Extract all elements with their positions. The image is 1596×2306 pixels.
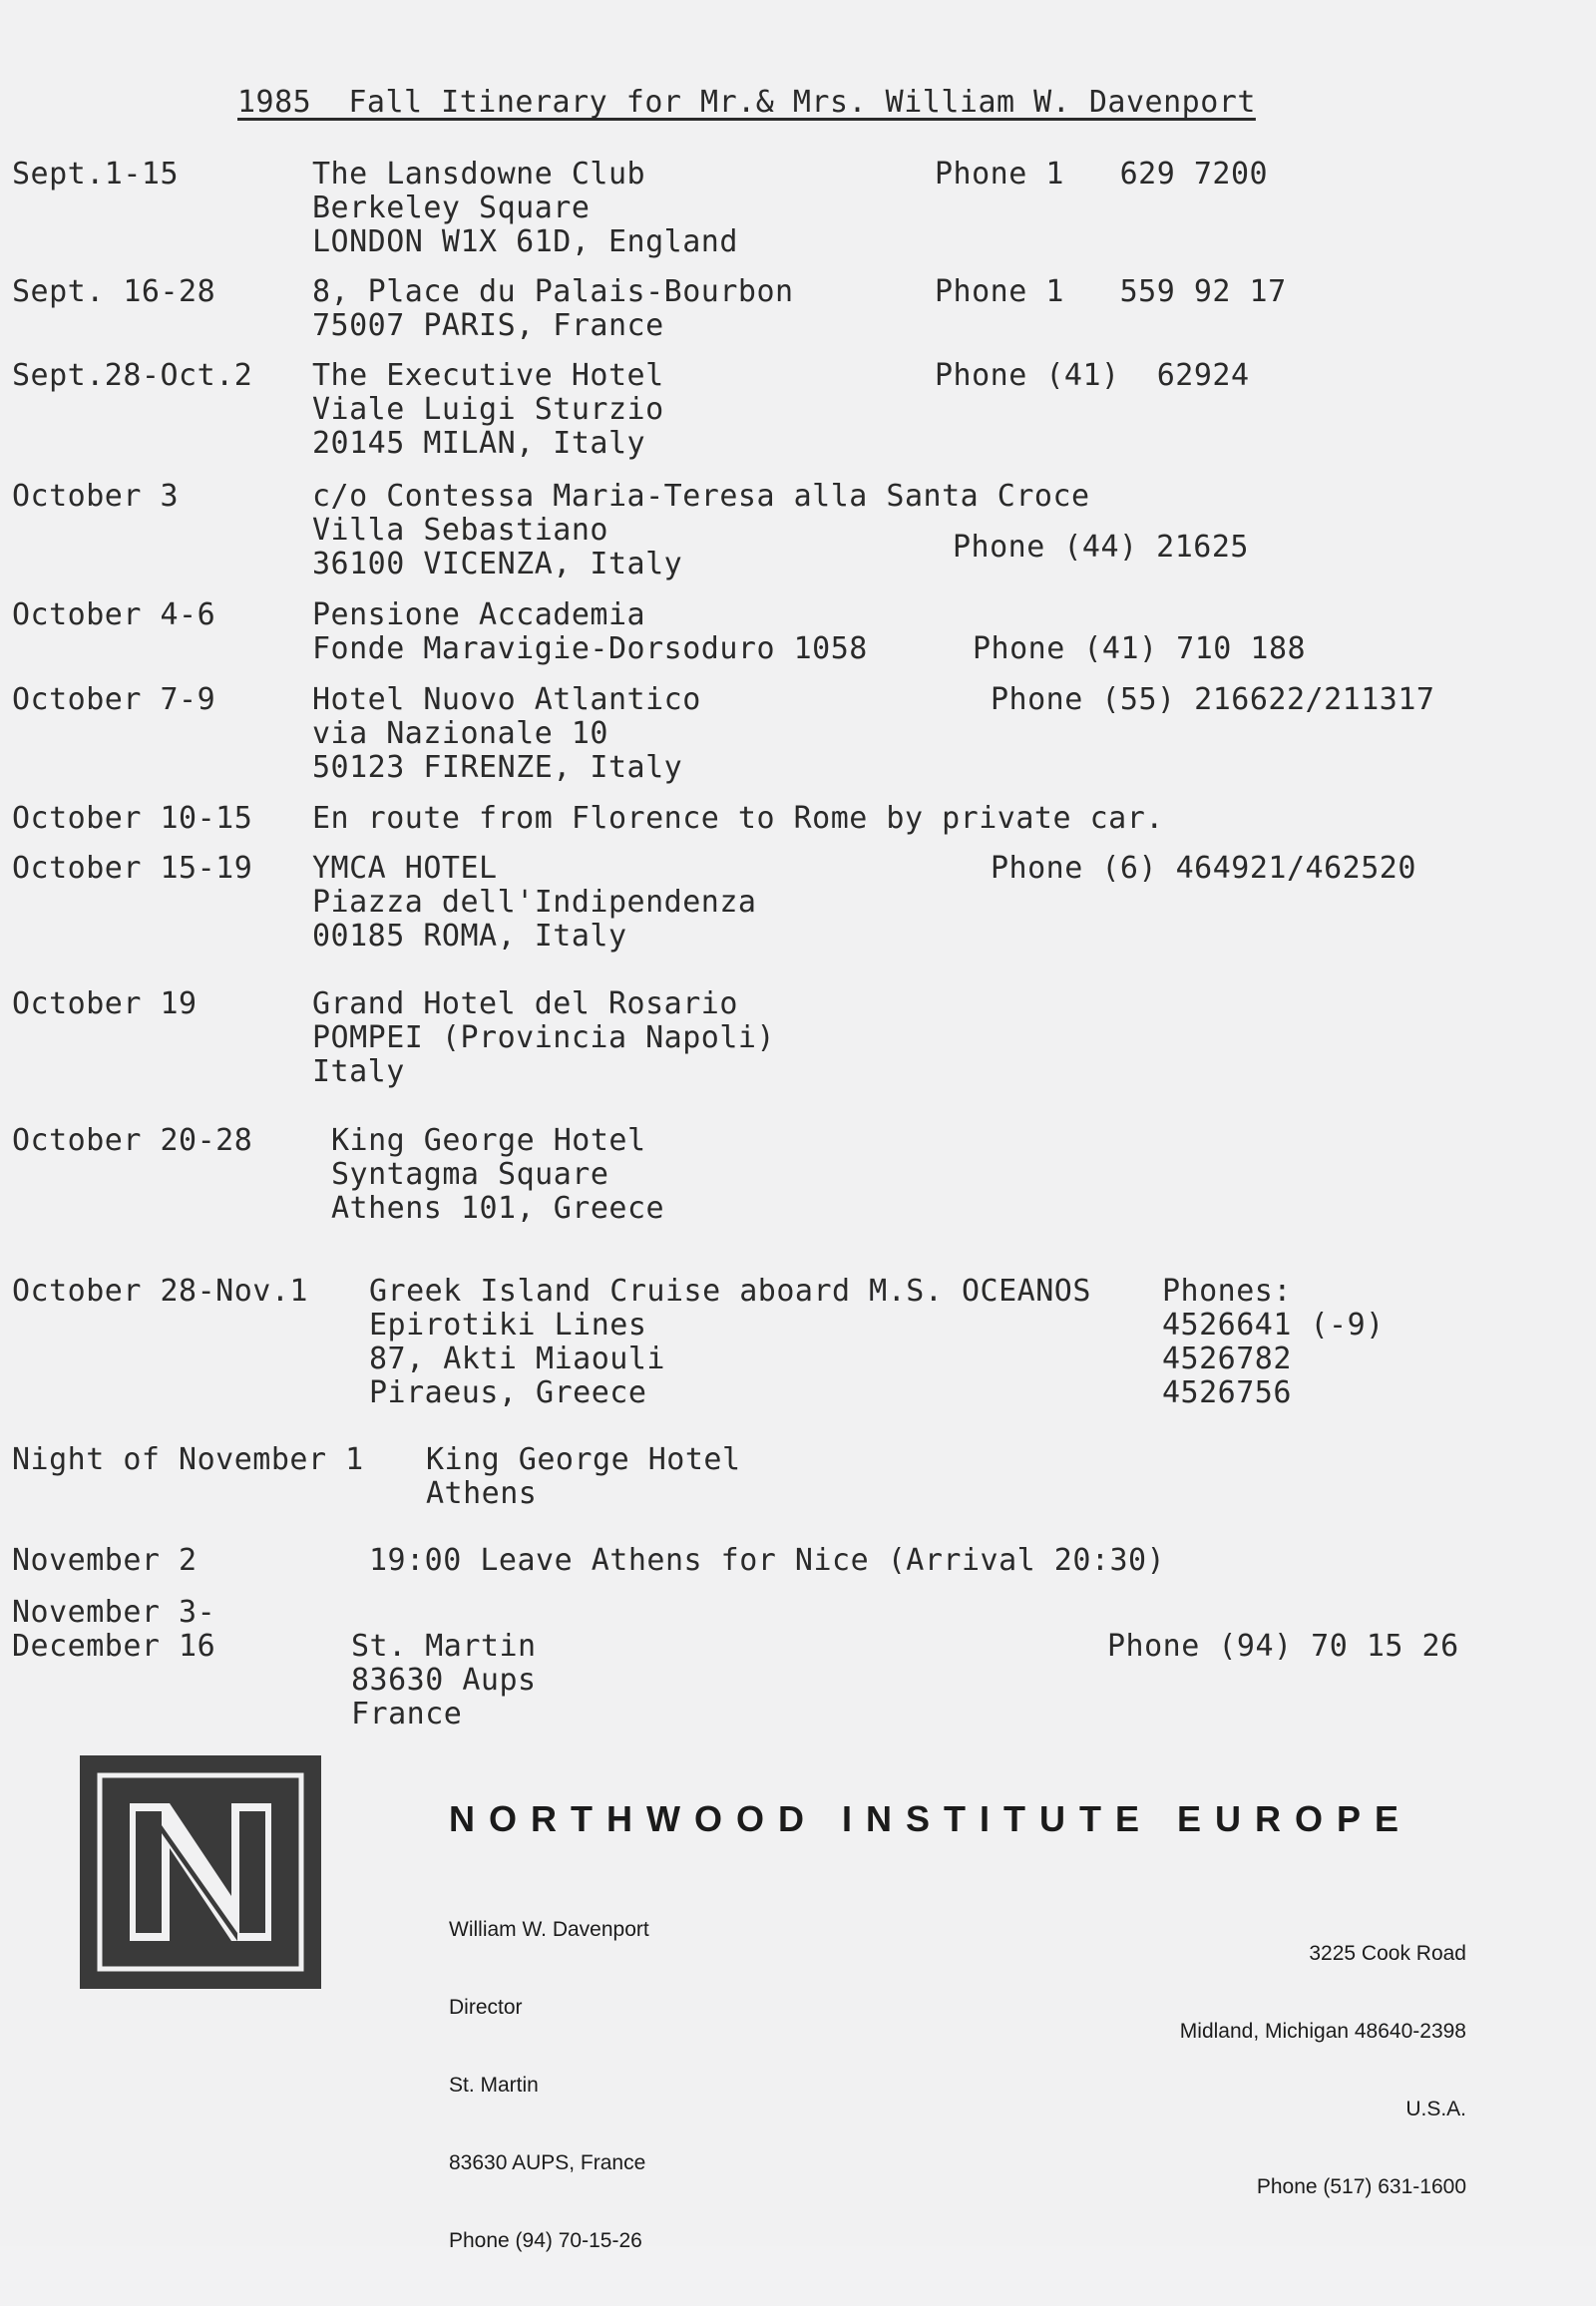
entry-address-line: 36100 VICENZA, Italy [312,547,683,581]
entry-address-line: 50123 FIRENZE, Italy [312,750,683,785]
entry-phone: Phone 1 559 92 17 [935,274,1287,309]
entry-address-line: c/o Contessa Maria-Teresa alla Santa Croce [312,479,1090,514]
entry-date: December 16 [12,1629,216,1664]
footer-left-line: 83630 AUPS, France [449,2151,646,2174]
entry-date: October 28-Nov.1 [12,1274,308,1309]
entry-address-line: 75007 PARIS, France [312,308,664,343]
entry-phone: 4526641 (-9) [1162,1308,1385,1343]
entry-address-line: King George Hotel [331,1123,646,1158]
entry-address-line: France [351,1697,463,1731]
entry-address-line: Villa Sebastiano [312,513,608,548]
footer-left-line: Phone (94) 70-15-26 [449,2229,642,2252]
entry-date: Sept.28-Oct.2 [12,358,253,393]
entry-address-line: 00185 ROMA, Italy [312,919,627,954]
entry-date: Night of November 1 [12,1442,364,1477]
entry-date: October 15-19 [12,851,253,886]
entry-address-line: Italy [312,1054,405,1089]
entry-address-line: Athens 101, Greece [331,1191,665,1226]
entry-date: Sept.1-15 [12,157,180,192]
entry-address-line: Greek Island Cruise aboard M.S. OCEANOS [369,1274,1091,1309]
entry-date: October 7-9 [12,682,216,717]
footer-left-line: Director [449,1996,523,2019]
entry-phone: Phone (6) 464921/462520 [991,851,1416,886]
entry-address-line: 87, Akti Miaouli [369,1342,665,1376]
footer-right-line: U.S.A. [1405,2098,1466,2120]
entry-address-line: Epirotiki Lines [369,1308,647,1343]
entry-address-line: Athens [426,1476,538,1511]
entry-date: October 3 [12,479,180,514]
entry-date: Sept. 16-28 [12,274,216,309]
entry-address-line: En route from Florence to Rome by private car. [312,801,1164,836]
org-name: NORTHWOOD INSTITUTE EUROPE [449,1798,1412,1839]
footer-right-contact [1047,1889,1466,2252]
entry-phone: Phone (55) 216622/211317 [991,682,1435,717]
page-title: 1985 Fall Itinerary for Mr.& Mrs. William W. Davenport [237,85,1256,120]
entry-phone: Phone (41) 710 188 [973,631,1307,666]
footer-right-line: Midland, Michigan 48640-2398 [1179,2020,1466,2043]
entry-address-line: Piazza dell'Indipendenza [312,885,757,920]
entry-phone: Phone 1 629 7200 [935,157,1269,192]
entry-phone: Phone (94) 70 15 26 [1107,1629,1459,1664]
entry-phone: 4526756 [1162,1375,1292,1410]
entry-address-line: Pensione Accademia [312,597,646,632]
entry-date: October 10-15 [12,801,253,836]
entry-address-line: 19:00 Leave Athens for Nice (Arrival 20:30) [369,1543,1166,1578]
footer-right-line: 3225 Cook Road [1309,1942,1466,1965]
entry-address-line: via Nazionale 10 [312,716,608,751]
entry-address-line: 20145 MILAN, Italy [312,426,646,461]
entry-address-line: The Lansdowne Club [312,157,646,192]
entry-address-line: Hotel Nuovo Atlantico [312,682,701,717]
entry-address-line: 83630 Aups [351,1663,537,1698]
entry-date: October 4-6 [12,597,216,632]
footer-right-line: Phone (517) 631-1600 [1256,2175,1466,2198]
entry-address-line: Viale Luigi Sturzio [312,392,664,427]
entry-phone: Phone (44) 21625 [953,530,1249,565]
entry-date: October 20-28 [12,1123,253,1158]
footer-left-line: William W. Davenport [449,1918,649,1941]
entry-address-line: Fonde Maravigie-Dorsoduro 1058 [312,631,868,666]
entry-date: November 2 [12,1543,198,1578]
entry-date: November 3- [12,1595,216,1630]
entry-address-line: St. Martin [351,1629,537,1664]
northwood-logo-icon [80,1755,321,1989]
entry-address-line: POMPEI (Provincia Napoli) [312,1020,776,1055]
entry-address-line: Berkeley Square [312,191,591,225]
entry-address-line: King George Hotel [426,1442,741,1477]
entry-phone: Phones: [1162,1274,1292,1309]
entry-address-line: Piraeus, Greece [369,1375,647,1410]
entry-address-line: Syntagma Square [331,1157,609,1192]
entry-phone: 4526782 [1162,1342,1292,1376]
footer-left-contact [449,1865,649,2306]
footer-left-line: St. Martin [449,2074,539,2097]
entry-address-line: YMCA HOTEL [312,851,498,886]
entry-phone: Phone (41) 62924 [935,358,1250,393]
entry-address-line: 8, Place du Palais-Bourbon [312,274,794,309]
entry-date: October 19 [12,986,198,1021]
entry-address-line: LONDON W1X 61D, England [312,224,738,259]
entry-address-line: Grand Hotel del Rosario [312,986,738,1021]
entry-address-line: The Executive Hotel [312,358,664,393]
